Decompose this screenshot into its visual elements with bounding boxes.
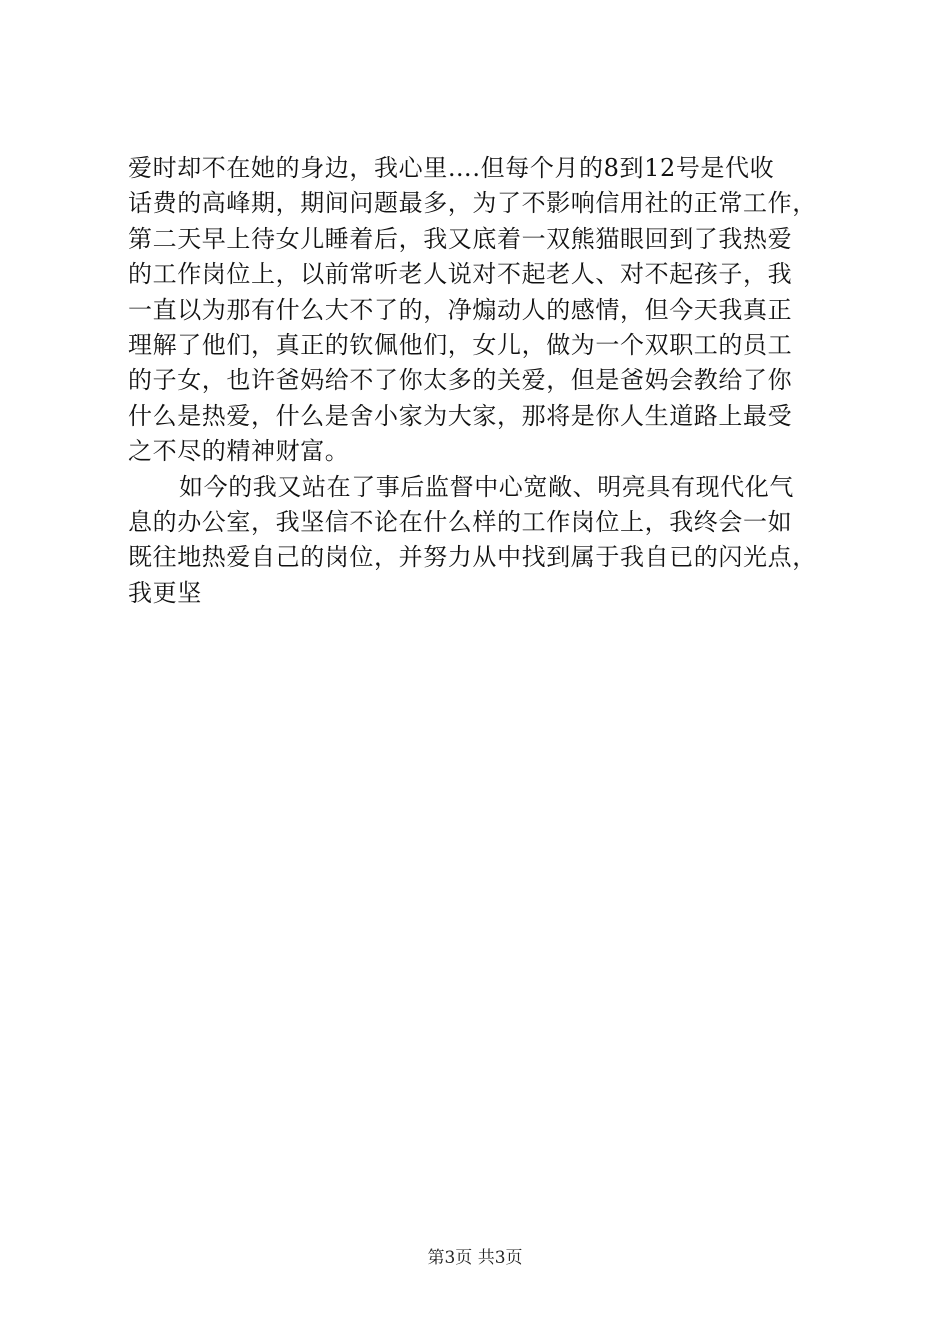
paragraph-1-line-5: 一直以为那有什么大不了的，净煽动人的感情，但今天我真正 <box>128 295 793 324</box>
paragraph-1-line-6: 理解了他们，真正的钦佩他们，女儿，做为一个双职工的员工 <box>128 330 793 359</box>
paragraph-1-line-2: 话费的高峰期，期间问题最多，为了不影响信用社的正常工作， <box>128 189 817 218</box>
paragraph-1-line-9: 之不尽的精神财富。 <box>128 437 350 466</box>
paragraph-1-line-1: 爱时却不在她的身边，我心里….但每个月的8到12号是代收 <box>128 154 775 182</box>
paragraph-2-line-4: 我更坚 <box>128 578 202 607</box>
paragraph-1-line-8: 什么是热爱，什么是舍小家为大家，那将是你人生道路上最受 <box>128 401 793 430</box>
paragraph-1-line-4: 的工作岗位上，以前常听老人说对不起老人、对不起孩子，我 <box>128 260 793 289</box>
paragraph-1-line-3: 第二天早上待女儿睡着后，我又底着一双熊猫眼回到了我热爱 <box>128 224 793 253</box>
paragraph-2-line-2: 息的办公室，我坚信不论在什么样的工作岗位上，我终会一如 <box>128 507 793 536</box>
paragraph-1-line-7: 的子女，也许爸妈给不了你太多的关爱，但是爸妈会教给了你 <box>128 366 793 395</box>
paragraph-2-line-1: 如今的我又站在了事后监督中心宽敞、明亮具有现代化气 <box>179 472 794 501</box>
paragraph-2-line-3: 既往地热爱自己的岗位，并努力从中找到属于我自已的闪光点， <box>128 543 817 572</box>
document-body <box>128 151 828 611</box>
page-footer: 第3页 共3页 <box>427 1248 523 1268</box>
